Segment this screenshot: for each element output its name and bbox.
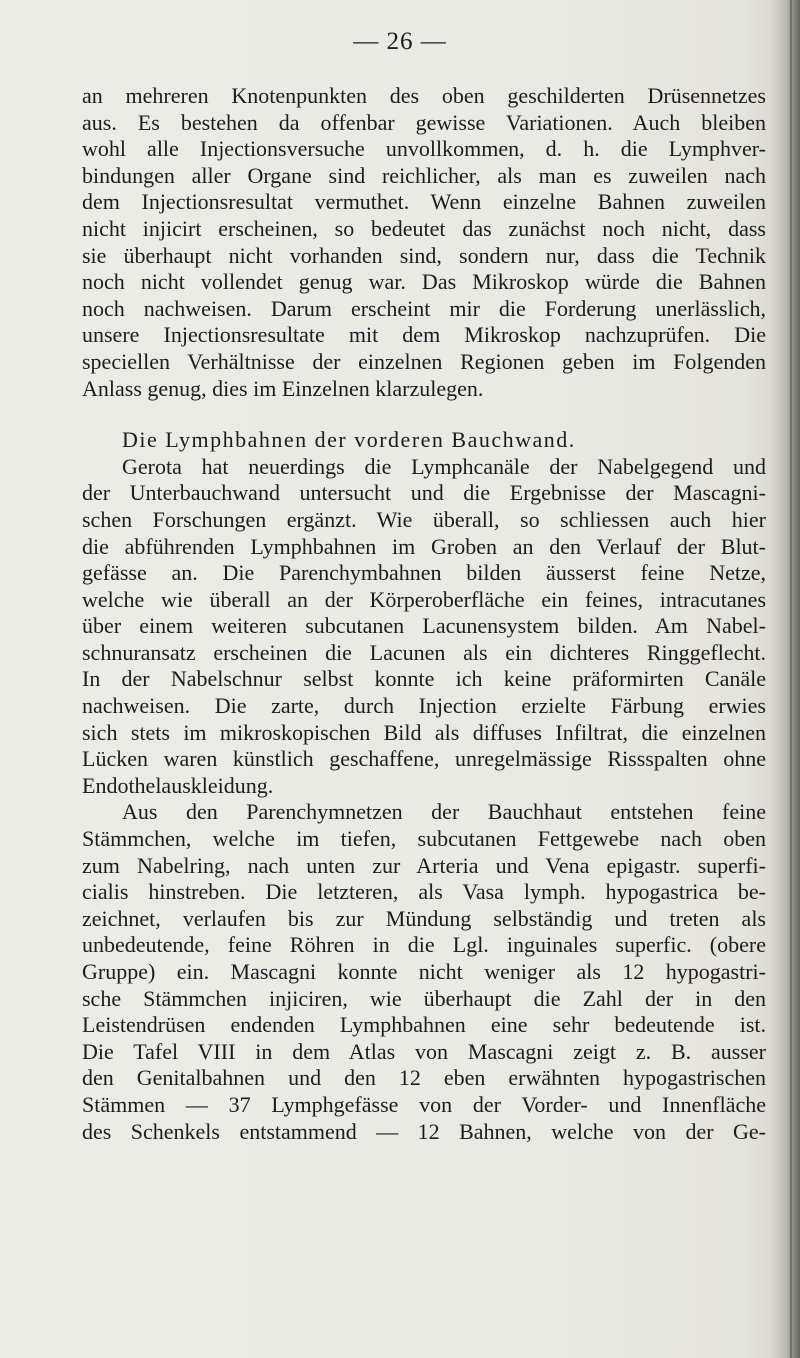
text-line: Gerota hat neuerdings die Lymphcanäle der Nabelgegend und (122, 453, 766, 479)
text-line: bindungen aller Organe sind reichlicher, als man es zuweilen nach (82, 162, 766, 188)
text-line: Aus den Parenchymnetzen der Bauchhaut entstehen feine (122, 799, 766, 825)
text-line: der Unterbauchwand untersucht und die Ergebnisse der Mascagni- (82, 480, 766, 506)
text-line: Leistendrüsen endenden Lymphbahnen eine sehr bedeutende ist. (82, 1012, 766, 1038)
text-line: schnuransatz erscheinen die Lacunen als ein dichteres Ringgeflecht. (82, 639, 766, 665)
text-line: Lücken waren künstlich geschaffene, unregelmässige Rissspalten ohne (82, 746, 766, 772)
text-line: cialis hinstreben. Die letzteren, als Vasa lymph. hypogastrica be- (82, 879, 766, 905)
text-line: den Genitalbahnen und den 12 eben erwähnten hypogastrischen (82, 1065, 766, 1091)
text-line: Anlass genug, dies im Einzelnen klarzulegen. (82, 375, 484, 401)
body-text (82, 83, 766, 1145)
text-line: Gruppe) ein. Mascagni konnte nicht weniger als 12 hypogastri- (82, 959, 766, 984)
binding-edge-shadow (770, 0, 800, 1358)
page-number: — 26 — (353, 28, 447, 55)
text-line: noch nicht vollendet genug war. Das Mikroskop würde die Bahnen (82, 269, 766, 295)
text-line: unbedeutende, feine Röhren in die Lgl. inguinales superfic. (obere (82, 932, 766, 958)
text-line: des Schenkels entstammend — 12 Bahnen, welche von der Ge- (82, 1118, 766, 1144)
text-line: schen Forschungen ergänzt. Wie überall, so schliessen auch hier (82, 506, 766, 532)
section-heading: Die Lymphbahnen der vorderen Bauchwand. (122, 427, 576, 453)
text-line: die abführenden Lymphbahnen im Groben an den Verlauf der Blut- (82, 533, 766, 559)
text-line: dem Injectionsresultat vermuthet. Wenn einzelne Bahnen zuweilen (82, 189, 766, 215)
text-line: an mehreren Knotenpunkten des oben geschilderten Drüsennetzes (82, 83, 766, 108)
text-line: Endothelauskleidung. (82, 772, 274, 798)
text-line: sich stets im mikroskopischen Bild als diffuses Infiltrat, die einzelnen (82, 719, 766, 745)
text-line: nachweisen. Die zarte, durch Injection erzielte Färbung erwies (82, 693, 766, 719)
text-line: zeichnet, verlaufen bis zur Mündung selbständig und treten als (82, 905, 766, 931)
text-line: aus. Es bestehen da offenbar gewisse Variationen. Auch bleiben (82, 109, 766, 135)
text-line: über einem weiteren subcutanen Lacunensystem bilden. Am Nabel- (82, 613, 766, 639)
text-line: Die Tafel VIII in dem Atlas von Mascagni zeigt z. B. ausser (82, 1038, 766, 1064)
binding-edge-line (790, 0, 792, 1358)
text-line: wohl alle Injectionsversuche unvollkommen, d. h. die Lymphver- (82, 136, 766, 162)
text-line: unsere Injectionsresultate mit dem Mikroskop nachzuprüfen. Die (82, 322, 766, 348)
text-line: gefässe an. Die Parenchymbahnen bilden äusserst feine Netze, (82, 560, 766, 586)
text-line: zum Nabelring, nach unten zur Arteria und Vena epigastr. superfi- (82, 852, 766, 878)
text-line: sie überhaupt nicht vorhanden sind, sondern nur, dass die Technik (82, 242, 766, 268)
text-line: In der Nabelschnur selbst konnte ich keine präformirten Canäle (82, 666, 766, 692)
text-line: sche Stämmchen injiciren, wie überhaupt die Zahl der in den (82, 985, 766, 1011)
text-line: nicht injicirt erscheinen, so bedeutet das zunächst noch nicht, dass (82, 215, 766, 241)
text-line: speciellen Verhältnisse der einzelnen Regionen geben im Folgenden (82, 348, 766, 374)
text-line: welche wie überall an der Körperoberfläche ein feines, intracutanes (82, 586, 766, 612)
text-line: Stämmen — 37 Lymphgefässe von der Vorder- und Innenfläche (82, 1091, 766, 1117)
text-line: Stämmchen, welche im tiefen, subcutanen Fettgewebe nach oben (82, 826, 766, 852)
text-line: noch nachweisen. Darum erscheint mir die Forderung unerlässlich, (82, 295, 766, 321)
